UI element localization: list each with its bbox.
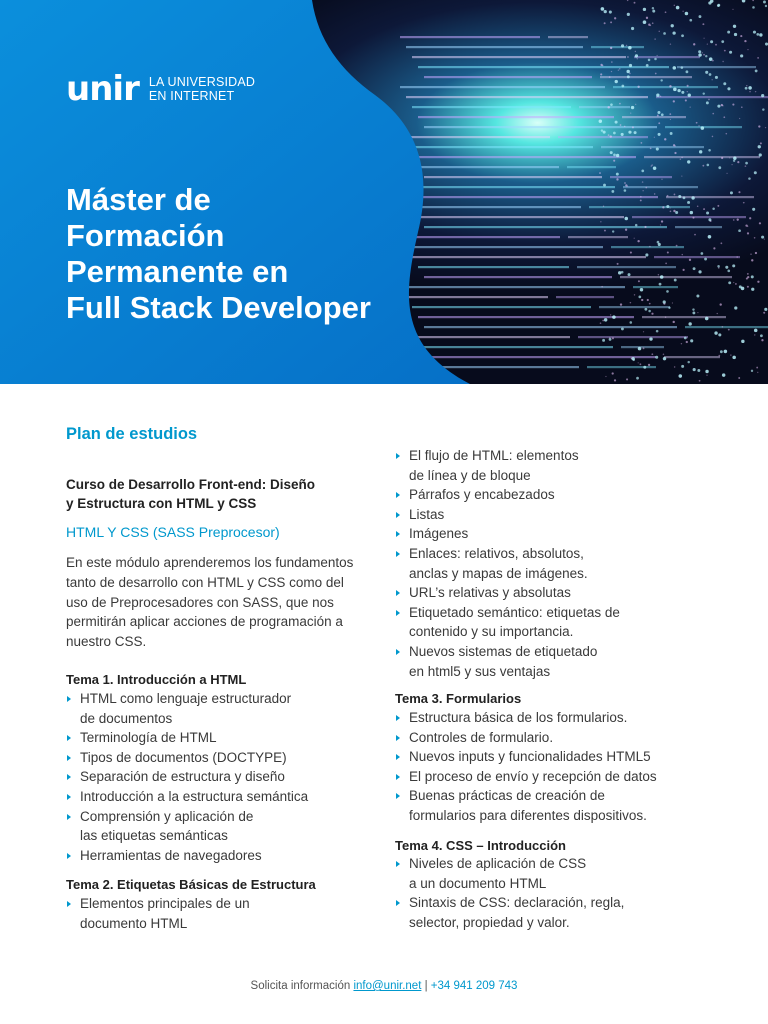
list-item-line: Listas [409, 506, 445, 522]
list-item [395, 485, 705, 505]
title-line: Formación [66, 218, 225, 253]
list-item [395, 854, 705, 893]
list-item-line: Terminología de HTML [80, 730, 217, 746]
list-item-line: las etiquetas semánticas [80, 828, 228, 844]
list-item [66, 807, 376, 846]
list-item-line: en html5 y sus ventajas [409, 663, 551, 679]
tagline-line-1: LA UNIVERSIDAD [148, 75, 256, 89]
list-item-line: Párrafos y encabezados [409, 487, 555, 503]
list-item [66, 787, 376, 807]
list-item-line: Etiquetado semántico: etiquetas de [409, 604, 620, 620]
course-title [66, 475, 366, 513]
list-item-line: Sintaxis de CSS: declaración, regla, [409, 895, 625, 911]
list-item-line: anclas y mapas de imágenes. [409, 565, 588, 581]
list-item [395, 747, 705, 767]
description-line: En este módulo aprenderemos los fundamentos [66, 555, 354, 570]
phone-number[interactable]: +34 941 209 743 [430, 980, 518, 992]
description-line: nuestro CSS. [66, 634, 147, 650]
tema-2-list-b [395, 446, 705, 681]
list-item [395, 446, 705, 485]
description-line: uso de Preprocesadores con SASS, que nos [66, 594, 334, 610]
list-item-line: contenido y su importancia. [409, 624, 574, 640]
list-item [395, 583, 705, 603]
list-item [395, 603, 705, 642]
title-line: Full Stack Developer [66, 290, 371, 325]
list-item-line: Herramientas de navegadores [80, 847, 262, 863]
list-item-line: Niveles de aplicación de CSS [409, 856, 587, 871]
list-item-line: Estructura básica de los formularios. [409, 710, 628, 725]
tema-3-list [395, 708, 705, 826]
module-description [66, 553, 376, 652]
hero-banner [0, 0, 768, 384]
list-item-line: El proceso de envío y recepción de datos [409, 768, 657, 784]
list-item [395, 505, 705, 525]
list-item [66, 846, 376, 866]
list-item [66, 689, 376, 728]
list-item-line: Elementos principales de un [80, 896, 250, 911]
title-line: Máster de [66, 182, 211, 217]
list-item [395, 786, 705, 825]
list-item-line: de línea y de bloque [409, 467, 531, 483]
description-line: tanto de desarrollo con HTML y CSS como del [66, 574, 344, 590]
unir-logo [66, 69, 256, 109]
title-line: Permanente en [66, 254, 289, 289]
list-item [395, 767, 705, 787]
footer-separator: | [421, 980, 431, 992]
tema-2-title: Tema 2. Etiquetas Básicas de Estructura [66, 877, 316, 892]
list-item-line: documento HTML [80, 915, 188, 931]
footer-contact [0, 980, 768, 992]
list-item-line: selector, propiedad y valor. [409, 914, 570, 930]
list-item-line: URL’s relativas y absolutas [409, 585, 571, 601]
tema-3-title: Tema 3. Formularios [395, 691, 522, 706]
plan-heading: Plan de estudios [66, 425, 198, 443]
list-item-line: HTML como lenguaje estructurador [80, 691, 292, 706]
list-item-line: formularios para diferentes dispositivos. [409, 807, 647, 823]
list-item-line: Separación de estructura y diseño [80, 769, 285, 785]
description-line: permitirán aplicar acciones de programación a [66, 614, 343, 630]
page-title [66, 182, 466, 326]
logo-tagline [149, 75, 255, 103]
course-line: y Estructura con HTML y CSS [66, 496, 257, 511]
list-item-line: de documentos [80, 710, 173, 726]
list-item-line: Imágenes [409, 526, 469, 542]
logo-wordmark: unir [66, 69, 139, 109]
list-item-line: Tipos de documentos (DOCTYPE) [80, 749, 287, 765]
list-item-line: Enlaces: relativos, absolutos, [409, 545, 584, 561]
list-item-line: Buenas prácticas de creación de [409, 788, 605, 804]
list-item-line: a un documento HTML [409, 875, 547, 891]
list-item-line: Controles de formulario. [409, 729, 554, 745]
list-item [66, 767, 376, 787]
list-item-line: Nuevos inputs y funcionalidades HTML5 [409, 749, 651, 765]
tema-4-list [395, 854, 705, 932]
module-title: HTML Y CSS (SASS Preprocesor) [66, 524, 280, 540]
tema-1-title: Tema 1. Introducción a HTML [66, 672, 247, 687]
list-item-line: Nuevos sistemas de etiquetado [409, 643, 598, 659]
course-line: Curso de Desarrollo Front-end: Diseño [66, 477, 316, 492]
list-item [66, 894, 376, 933]
tema-2-list-a [66, 894, 376, 933]
footer-prefix: Solicita información [250, 980, 354, 992]
list-item [395, 524, 705, 544]
list-item [66, 728, 376, 748]
list-item-line: Comprensión y aplicación de [80, 808, 254, 824]
list-item-line: El flujo de HTML: elementos [409, 448, 579, 463]
list-item-line: Introducción a la estructura semántica [80, 788, 309, 804]
list-item [395, 728, 705, 748]
list-item [395, 642, 705, 681]
tagline-line-2: EN INTERNET [148, 89, 235, 103]
tema-1-list [66, 689, 376, 865]
list-item [66, 748, 376, 768]
list-item [395, 708, 705, 728]
list-item [395, 893, 705, 932]
email-link[interactable]: info@unir.net [353, 980, 422, 992]
list-item [395, 544, 705, 583]
tema-4-title: Tema 4. CSS – Introducción [395, 838, 566, 853]
